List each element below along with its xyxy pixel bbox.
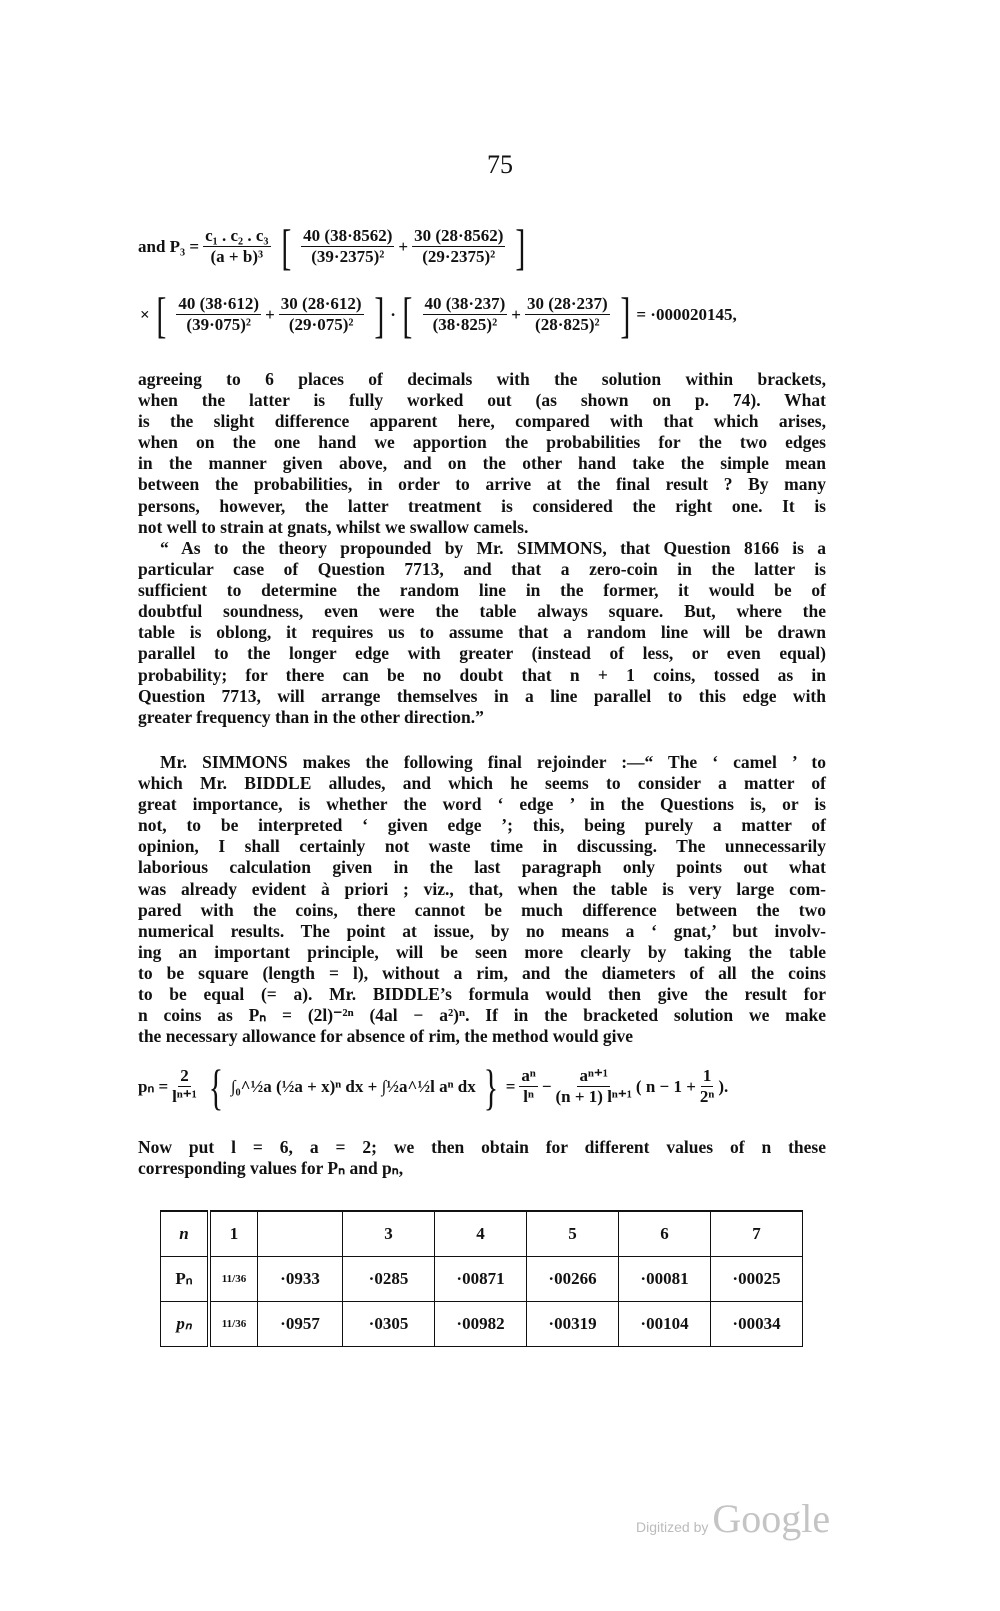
text-line: not, to be interpreted ‘ given edge ’; this, being purely a matter of	[138, 815, 826, 836]
table-cell: ·00081	[619, 1257, 711, 1302]
plus-sign: +	[511, 304, 521, 324]
table-cell: ·00982	[435, 1302, 527, 1347]
equals-sign: =	[505, 1076, 516, 1096]
values-table	[160, 1210, 803, 1347]
fraction	[412, 226, 505, 267]
text-line: when on the one hand we apportion the probabilities for the two edges	[138, 432, 826, 453]
plus-sign: +	[265, 304, 275, 324]
table-cell: 6	[619, 1211, 711, 1257]
fraction	[203, 226, 270, 267]
text-line: not well to strain at gnats, whilst we swallow camels.	[138, 516, 529, 537]
left-brace: {	[208, 1058, 224, 1115]
dot-sign: ·	[390, 304, 396, 324]
text-line: Mr. SIMMONS makes the following final rejoinder :—“ The ‘ camel ’ to	[160, 752, 826, 772]
table-cell: 7	[711, 1211, 803, 1257]
numerator: aⁿ	[521, 1066, 536, 1085]
denominator: (38·825)²	[432, 315, 498, 334]
table-cell: ·0285	[343, 1257, 435, 1302]
numerator: 40 (38·612)	[178, 294, 260, 313]
paren-expression: ( n − 1 +	[635, 1076, 696, 1096]
text-line: between the probabilities, in order to arrive at the final result ? By many	[138, 474, 826, 495]
text-line: corresponding values for Pₙ and pₙ,	[138, 1158, 404, 1179]
text-line: doubtful soundness, even were the table always square. But, where the	[138, 601, 826, 622]
paragraph-3	[138, 752, 826, 1047]
equation-p3-line1	[138, 218, 532, 275]
numerator: aⁿ⁺¹	[579, 1066, 608, 1085]
table-cell: ·00871	[435, 1257, 527, 1302]
text-line: persons, however, the latter treatment is considered the right one. It is	[138, 495, 826, 516]
times-sign: ×	[140, 304, 150, 324]
fraction	[176, 294, 261, 335]
denominator: (n + 1) lⁿ⁺¹	[555, 1087, 632, 1106]
table-cell: Pₙ	[161, 1257, 210, 1302]
text-line: numerical results. The point at issue, by no means a ‘ gnat,’ but involv-	[138, 920, 826, 941]
text-line: great importance, is whether the word ‘ edge ’ in the Questions is, or is	[138, 794, 826, 815]
text-line: Now put l = 6, a = 2; we then obtain for different values of n these	[138, 1137, 826, 1157]
text-line: is the slight difference apparent here, compared with that which arises,	[138, 411, 826, 432]
text-line: to be equal (= a). Mr. BIDDLE’s formula would then give the result for	[138, 984, 826, 1005]
text-line: particular case of Question 7713, and that a zero-coin in the latter is	[138, 559, 826, 580]
text-line: opinion, I shall certainly not waste time in discussing. The unnecessarily	[138, 836, 826, 857]
numerator: 30 (28·612)	[280, 294, 362, 313]
text-line: which Mr. BIDDLE alludes, and which he seems to consider a matter of	[138, 773, 826, 794]
eq-lhs: pₙ =	[138, 1076, 169, 1096]
text-line: “ As to the theory propounded by Mr. SIMMONS, that Question 8166 is a	[160, 538, 826, 558]
table-cell: ·0305	[343, 1302, 435, 1347]
table-cell: ·00266	[527, 1257, 619, 1302]
fraction	[556, 1066, 632, 1107]
fraction	[423, 294, 508, 335]
numerator: 30 (28·237)	[526, 294, 608, 313]
fraction	[301, 226, 394, 267]
text-line: table is oblong, it requires us to assume that a random line will be drawn	[138, 622, 826, 643]
table-cell: 5	[527, 1211, 619, 1257]
integral-1: ∫₀^½a (½a + x)ⁿ dx +	[230, 1076, 378, 1096]
fraction	[172, 1066, 197, 1107]
text-line: Question 7713, will arrange themselves in a line parallel to this edge with	[138, 685, 826, 706]
table-row	[161, 1302, 803, 1347]
table-cell: 1	[209, 1211, 258, 1257]
numerator: 2	[180, 1066, 189, 1085]
left-bracket: [	[280, 218, 291, 275]
table-cell: 4	[435, 1211, 527, 1257]
equation-pn	[138, 1058, 729, 1115]
table-cell: ·00319	[527, 1302, 619, 1347]
table-cell: pₙ	[161, 1302, 210, 1347]
numerator: c₁ . c₂ . c₃	[205, 226, 269, 245]
table-cell: ·00034	[711, 1302, 803, 1347]
denominator: 2ⁿ	[699, 1087, 715, 1106]
text-line: laborious calculation given in the last paragraph only points out what	[138, 857, 826, 878]
paragraph-2	[138, 538, 826, 728]
table-cell: ·00104	[619, 1302, 711, 1347]
table-cell: ·0957	[258, 1302, 343, 1347]
text-line: sufficient to determine the random line in the former, it would be of	[138, 580, 826, 601]
fraction	[700, 1066, 714, 1107]
denominator: (39·2375)²	[311, 247, 385, 266]
numerator: 40 (38·237)	[424, 294, 506, 313]
fraction	[519, 1066, 537, 1107]
table-cell: ·0933	[258, 1257, 343, 1302]
numerator: 1	[702, 1066, 712, 1085]
paragraph-1	[138, 369, 826, 538]
left-bracket: [	[402, 286, 413, 343]
table-cell: 3	[343, 1211, 435, 1257]
text-line: to be square (length = l), without a rim, and the diameters of all the coins	[138, 962, 826, 983]
numerator: 40 (38·8562)	[303, 226, 393, 245]
eq-lead: and P₃ =	[138, 236, 200, 256]
text-line: the necessary allowance for absence of rim, the method would give	[138, 1026, 633, 1047]
table-cell: ·00025	[711, 1257, 803, 1302]
denominator: lⁿ⁺¹	[172, 1087, 197, 1106]
denominator: (39·075)²	[186, 315, 252, 334]
eq-result: = ·000020145,	[636, 304, 737, 324]
denominator: (28·825)²	[535, 315, 600, 334]
text-line: in the manner given above, and on the other hand take the simple mean	[138, 453, 826, 474]
denominator: (29·075)²	[288, 315, 354, 334]
watermark-prefix: Digitized by	[636, 1519, 709, 1535]
text-line: greater frequency than in the other direction.”	[138, 706, 484, 727]
paragraph-4	[138, 1137, 826, 1179]
text-line: n coins as Pₙ = (2l)⁻²ⁿ (4al − a²)ⁿ. If in the bracketed solution we make	[138, 1005, 826, 1026]
table-cell: 11/36	[209, 1302, 258, 1347]
table-cell: 11/36	[209, 1257, 258, 1302]
text-line: when the latter is fully worked out (as shown on p. 74). What	[138, 390, 826, 411]
google-watermark	[636, 1495, 830, 1542]
minus-sign: −	[541, 1076, 552, 1096]
page-number: 75	[487, 150, 513, 179]
numerator: 30 (28·8562)	[414, 226, 504, 245]
table-cell: n	[161, 1211, 210, 1257]
text-line: agreeing to 6 places of decimals with the solution within brackets,	[138, 369, 826, 389]
table-cell	[258, 1211, 343, 1257]
text-line: pared with the coins, there cannot be much difference between the two	[138, 899, 826, 920]
table-row	[161, 1211, 803, 1257]
text-line: parallel to the longer edge with greater (instead of less, or even equal)	[138, 643, 826, 664]
left-bracket: [	[156, 286, 167, 343]
denominator: (29·2375)²	[422, 247, 496, 266]
google-logo: Google	[712, 1496, 831, 1541]
paren-close: ).	[718, 1076, 729, 1096]
text-line: ing an important principle, will be seen more clearly by taking the table	[138, 941, 826, 962]
denominator: lⁿ	[523, 1087, 534, 1106]
fraction	[279, 294, 364, 335]
fraction	[525, 294, 610, 335]
right-bracket: ]	[373, 286, 384, 343]
text-line: probability; for there can be no doubt that n + 1 coins, tossed as in	[138, 664, 826, 685]
denominator: (a + b)³	[210, 247, 264, 266]
equation-p3-line2	[140, 286, 737, 343]
text-line: was already evident à priori ; viz., that, when the table is very large com-	[138, 878, 826, 899]
right-bracket: ]	[620, 286, 631, 343]
right-bracket: ]	[515, 218, 526, 275]
integral-2: ∫½a^½l aⁿ dx	[381, 1076, 476, 1096]
right-brace: }	[483, 1058, 498, 1115]
plus-sign: +	[398, 236, 409, 256]
table-row	[161, 1257, 803, 1302]
